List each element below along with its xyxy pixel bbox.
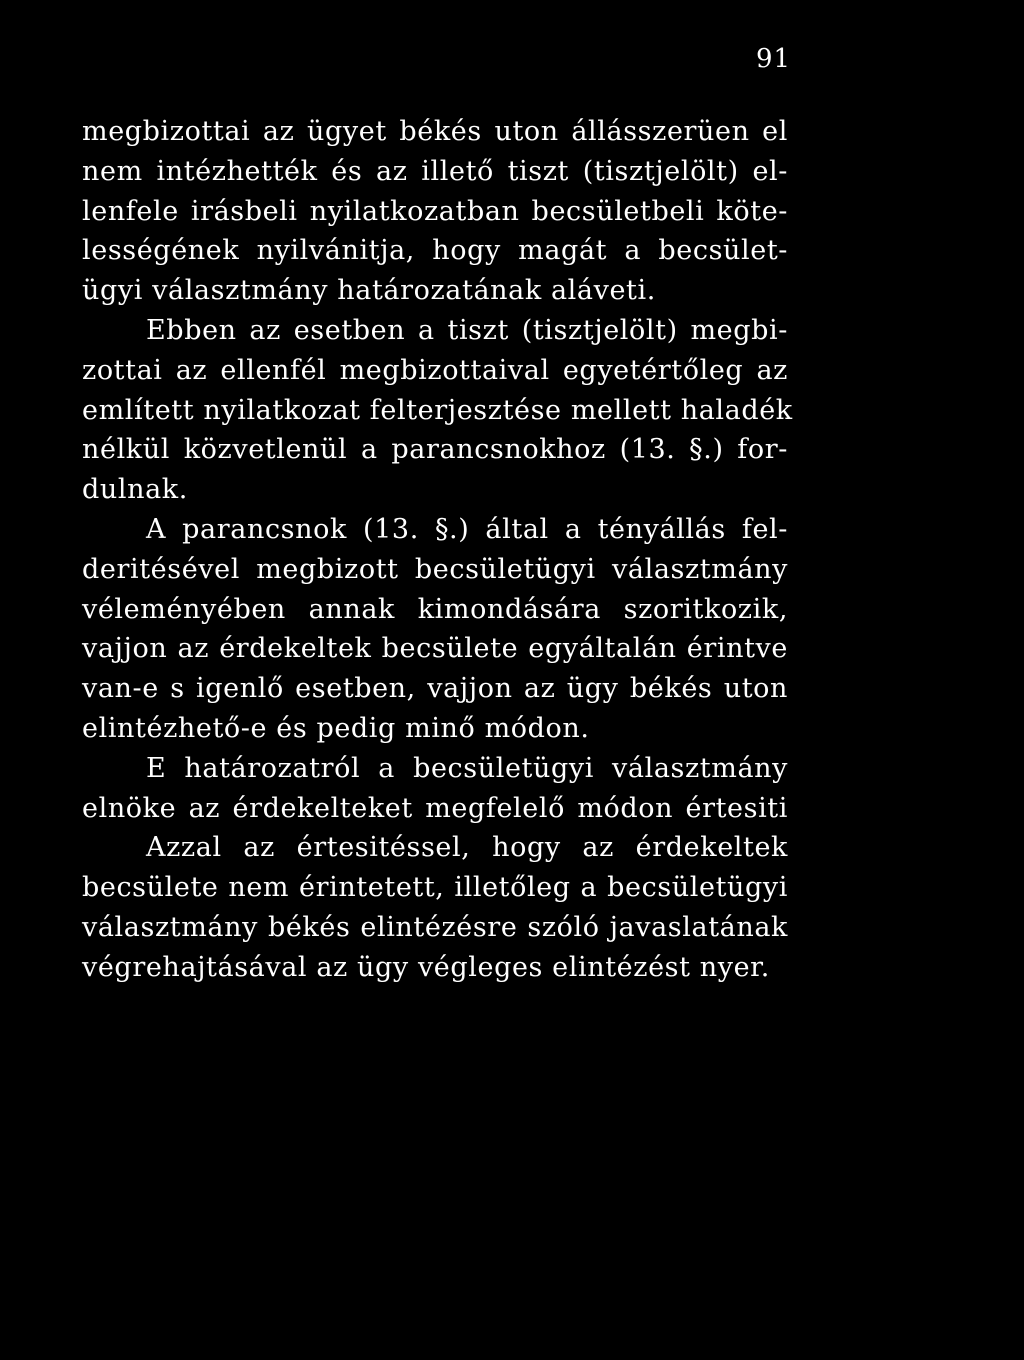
text-line: deritésével megbizott becsületügyi választmány	[82, 553, 788, 585]
text-line: végrehajtásával az ügy végleges elintézést nyer.	[82, 951, 770, 983]
page-number: 91	[756, 44, 792, 74]
text-line: E határozatról a becsületügyi választmány	[146, 752, 788, 784]
text-line: becsülete nem érintetett, illetőleg a becsületügyi	[82, 872, 788, 904]
text-line: A parancsnok (13. §.) által a tényállás fel-	[146, 513, 788, 545]
text-line: megbizottai az ügyet békés uton állásszerüen el	[82, 116, 788, 147]
text-line: nélkül közvetlenül a parancsnokhoz (13. §.) for-	[82, 434, 788, 466]
text-line: elintézhető-e és pedig minő módon.	[82, 712, 590, 744]
text-line: lenfele irásbeli nyilatkozatban becsületbeli köte-	[82, 195, 788, 227]
text-line: elnöke az érdekelteket megfelelő módon értesiti	[82, 792, 788, 824]
text-line: ügyi választmány határozatának aláveti.	[82, 275, 656, 307]
text-line: lességének nyilvánitja, hogy magát a becsület-	[82, 235, 788, 267]
text-line: említett nyilatkozat felterjesztése mellett haladék	[82, 394, 793, 426]
text-line: van-e s igenlő esetben, vajjon az ügy békés uton	[82, 673, 788, 705]
text-line: választmány békés elintézésre szóló javaslatának	[82, 911, 788, 943]
text-line: nem intézhették és az illető tiszt (tisztjelölt) el-	[82, 155, 788, 187]
body-text	[82, 112, 793, 988]
text-line: dulnak.	[82, 474, 188, 506]
text-line: vajjon az érdekeltek becsülete egyáltalán érintve	[82, 633, 788, 665]
text-line: Ebben az esetben a tiszt (tisztjelölt) megbi-	[146, 314, 788, 346]
text-line: véleményében annak kimondására szoritkozik,	[82, 593, 788, 625]
text-line: zottai az ellenfél megbizottaival egyetértőleg az	[82, 354, 788, 386]
text-line: Azzal az értesitéssel, hogy az érdekeltek	[146, 832, 788, 864]
